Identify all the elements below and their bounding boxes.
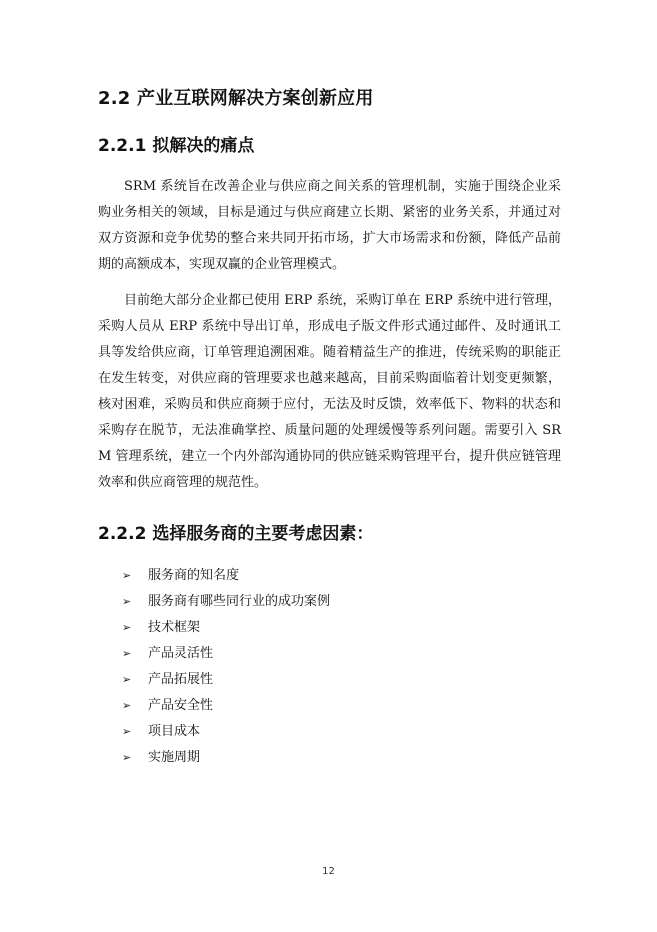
- arrow-right-icon: ➢: [122, 673, 132, 686]
- list-item: [122, 563, 330, 589]
- list-item: [122, 667, 330, 693]
- list-item: [122, 693, 330, 719]
- paragraph-erp-problems: 目前绝大部分企业都已使用 ERP 系统，采购订单在 ERP 系统中进行管理，采购人员从 ERP 系统中导出订单，形成电子版文件形式通过邮件、及时通讯工具等发给供应商，订单管理追溯困难。随着精益生产的推进，传统采购的职能正在发生转变，对供应商的管理要求也越来越高，目前采购面临着计划变更频繁，核对困难，采购员和供应商频于应付，无法及时反馈，效率低下、物料的状态和采购存在脱节，无法准确掌控、质量问题的处理缓慢等系列问题。需要引入 SRM 管理系统，建立一个内外部沟通协同的供应链采购管理平台，提升供应链管理效率和供应商管理的规范性。: [98, 293, 561, 490]
- page-number: 12: [322, 866, 335, 877]
- list-item-text: 实施周期: [148, 750, 201, 765]
- list-item: [122, 615, 330, 641]
- list-item: [122, 745, 330, 771]
- list-item-text: 服务商有哪些同行业的成功案例: [148, 594, 331, 609]
- arrow-right-icon: ➢: [122, 725, 132, 738]
- list-item-text: 项目成本: [148, 724, 201, 739]
- arrow-right-icon: ➢: [122, 699, 132, 712]
- paragraph-srm-intro: SRM 系统旨在改善企业与供应商之间关系的管理机制，实施于围绕企业采购业务相关的领域，目标是通过与供应商建立长期、紧密的业务关系，并通过对双方资源和竞争优势的整合来共同开拓市场，扩大市场需求和份额，降低产品前期的高额成本，实现双赢的企业管理模式。: [98, 179, 561, 272]
- vendor-factor-list: [122, 563, 330, 771]
- arrow-right-icon: ➢: [122, 647, 132, 660]
- list-item-text: 服务商的知名度: [148, 568, 240, 583]
- arrow-right-icon: ➢: [122, 621, 132, 634]
- list-item-text: 产品拓展性: [148, 672, 214, 687]
- list-item-text: 技术框架: [148, 620, 201, 635]
- arrow-right-icon: ➢: [122, 569, 132, 582]
- list-item: [122, 641, 330, 667]
- list-item: [122, 589, 330, 615]
- section-heading: 2.2 产业互联网解决方案创新应用: [98, 88, 374, 109]
- arrow-right-icon: ➢: [122, 751, 132, 764]
- subsection-heading-pain-points: 2.2.1 拟解决的痛点: [98, 136, 255, 156]
- list-item-text: 产品安全性: [148, 698, 214, 713]
- list-item-text: 产品灵活性: [148, 646, 214, 661]
- arrow-right-icon: ➢: [122, 595, 132, 608]
- list-item: [122, 719, 330, 745]
- subsection-heading-vendor-factors: 2.2.2 选择服务商的主要考虑因素：: [98, 524, 374, 544]
